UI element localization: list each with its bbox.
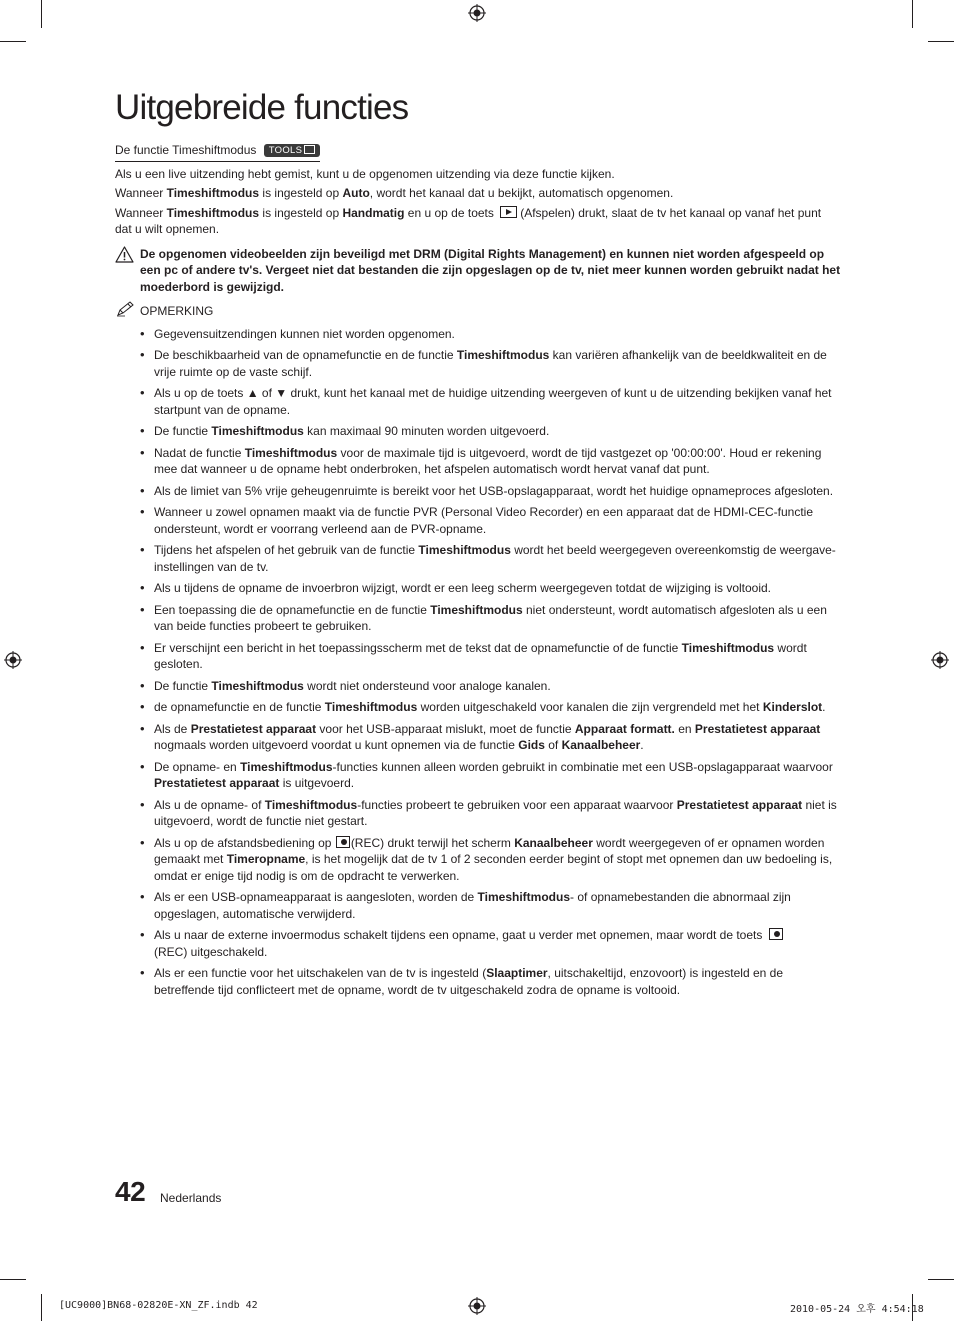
list-item: • Een toepassing die de opnamefunctie en de functie Timeshiftmodus niet ondersteunt, wordt automatisch afgesloten als u een van beide functies probeert te gebruiken.: [154, 602, 841, 635]
list-item: • Er verschijnt een bericht in het toepassingsscherm met de tekst dat de opnamefunctie of de functie Timeshiftmodus wordt gesloten.: [154, 640, 841, 673]
crop-mark: [0, 1279, 26, 1280]
paragraph: Als u een live uitzending hebt gemist, kunt u de opgenomen uitzending via deze functie kijken.: [115, 166, 615, 181]
warning-text: De opgenomen videobeelden zijn beveiligd met DRM (Digital Rights Management) en kunnen niet worden afgespeeld op een pc of andere tv's. Vergeet niet dat bestanden die zijn opgeslagen op de tv, niet meer kunnen worden gebruikt nadat het moederbord is gewijzigd.: [140, 246, 841, 294]
list-item: • Gegevensuitzendingen kunnen niet worden opgenomen.: [154, 326, 841, 343]
list-item: • Als u op de afstandsbediening op (REC) drukt terwijl het scherm Kanaalbeheer wordt weergegeven of er opnamen worden gemaakt met Timeropname, is het mogelijk dat de tv 1 of 2 seconden eerder begint of stopt met opnemen dan uw bedoeling is, omdat er enige tijd nodig is om de opdracht te verwerken.: [154, 835, 841, 885]
list-item: • De beschikbaarheid van de opnamefunctie en de functie Timeshiftmodus kan variëren afhankelijk van de beeldkwaliteit en de vrije ruimte op de vaste schijf.: [154, 347, 841, 380]
list-item: • De functie Timeshiftmodus wordt niet ondersteund voor analoge kanalen.: [154, 678, 841, 695]
crop-mark: [928, 41, 954, 42]
list-item: • de opnamefunctie en de functie Timeshiftmodus worden uitgeschakeld voor kanalen die zijn vergrendeld met het Kinderslot.: [154, 699, 841, 716]
tools-badge: [264, 144, 321, 157]
list-item: • De functie Timeshiftmodus kan maximaal 90 minuten worden uitgevoerd.: [154, 423, 841, 440]
registration-mark-icon: [931, 651, 949, 669]
warning-block: [115, 246, 841, 296]
footer-date: 2010-05-24 오후 4:54:18: [790, 1304, 924, 1315]
tools-icon: [304, 145, 315, 154]
list-item: • Als de Prestatietest apparaat voor het USB-apparaat mislukt, moet de functie Apparaat formatt. en Prestatietest apparaat nogmaals worden uitgevoerd voordat u kunt opnemen via de functie Gids of Kanaalbeheer.: [154, 721, 841, 754]
pencil-note-icon: [116, 301, 136, 317]
list-item: • Als er een USB-opnameapparaat is aangesloten, worden de Timeshiftmodus- of opnamebestanden die abnormaal zijn opgeslagen, automatische verwijderd.: [154, 889, 841, 922]
crop-mark: [0, 41, 26, 42]
warning-triangle-icon: [115, 246, 134, 263]
list-item: • Als u naar de externe invoermodus schakelt tijdens een opname, gaat u verder met opnemen, maar wordt de toets (REC) uitgeschakeld.: [154, 927, 841, 960]
list-item: • Tijdens het afspelen of het gebruik van de functie Timeshiftmodus wordt het beeld weergegeven overeenkomstig de weergave-instellingen van de tv.: [154, 542, 841, 575]
list-item: • Als er een functie voor het uitschakelen van de tv is ingesteld (Slaaptimer, uitschakeltijd, enzovoort) is ingesteld en de betreffende tijd conflicteert met de opname, wordt de tv uitgeschakeld zodra de opname is voltooid.: [154, 965, 841, 998]
main-content: [115, 142, 841, 1003]
rec-button-icon: [336, 836, 350, 848]
notes-list: [115, 326, 841, 999]
list-item: • Als u op de toets ▲ of ▼ drukt, kunt het kanaal met de huidige uitzending weergeven of kunt u de uitzending bekijken vanaf het startpunt van de opname.: [154, 385, 841, 418]
crop-mark: [928, 1279, 954, 1280]
play-button-icon: [500, 206, 517, 218]
tools-badge-label: TOOLS: [268, 145, 303, 156]
paragraph: Wanneer Timeshiftmodus is ingesteld op Auto, wordt het kanaal dat u bekijkt, automatisch opgenomen.: [115, 186, 674, 200]
list-item: • Als u de opname- of Timeshiftmodus-functies probeert te gebruiken voor een apparaat waarvoor Prestatietest apparaat niet is uitgevoerd, wordt de functie niet gestart.: [154, 797, 841, 830]
registration-mark-icon: [4, 651, 22, 669]
list-item: • Als de limiet van 5% vrije geheugenruimte is bereikt voor het USB-opslagapparaat, wordt het huidige opnameproces afgesloten.: [154, 483, 841, 500]
section-heading-label: De functie Timeshiftmodus: [115, 143, 257, 157]
page-number: 42: [115, 1176, 146, 1207]
note-heading: [115, 303, 841, 320]
rec-button-icon: [769, 928, 783, 940]
list-item: • Als u tijdens de opname de invoerbron wijzigt, wordt er een leeg scherm weergegeven totdat de wijziging is voltooid.: [154, 580, 841, 597]
registration-mark-icon: [468, 4, 486, 22]
paragraph: Wanneer Timeshiftmodus is ingesteld op Handmatig en u op de toets (Afspelen) drukt, slaat de tv het kanaal op vanaf het punt dat u wilt opnemen.: [115, 205, 822, 236]
note-heading-label: OPMERKING: [140, 304, 214, 318]
page-language: Nederlands: [160, 1191, 222, 1205]
list-item: • De opname- en Timeshiftmodus-functies kunnen alleen worden gebruikt in combinatie met een USB-opslagapparaat waarvoor Prestatietest apparaat is uitgevoerd.: [154, 759, 841, 792]
section-heading: [115, 142, 320, 162]
list-item: • Wanneer u zowel opnamen maakt via de functie PVR (Personal Video Recorder) en een apparaat dat de HDMI-CEC-functie ondersteunt, wordt er voorrang verleend aan de PVR-opname.: [154, 504, 841, 537]
footer-file-info: [UC9000]BN68-02820E-XN_ZF.indb 42: [59, 1300, 258, 1311]
list-item: • Nadat de functie Timeshiftmodus voor de maximale tijd is uitgevoerd, wordt de tijd vastgezet op '00:00:00'. Houd er rekening mee dat wanneer u de opname hebt onderbroken, het afspelen automatisch wordt hervat vanaf dat punt.: [154, 445, 841, 478]
crop-mark: [41, 1294, 42, 1321]
crop-mark: [912, 0, 913, 28]
crop-mark: [41, 0, 42, 28]
page-title: Uitgebreide functies: [115, 88, 409, 127]
registration-mark-icon: [468, 1297, 486, 1315]
